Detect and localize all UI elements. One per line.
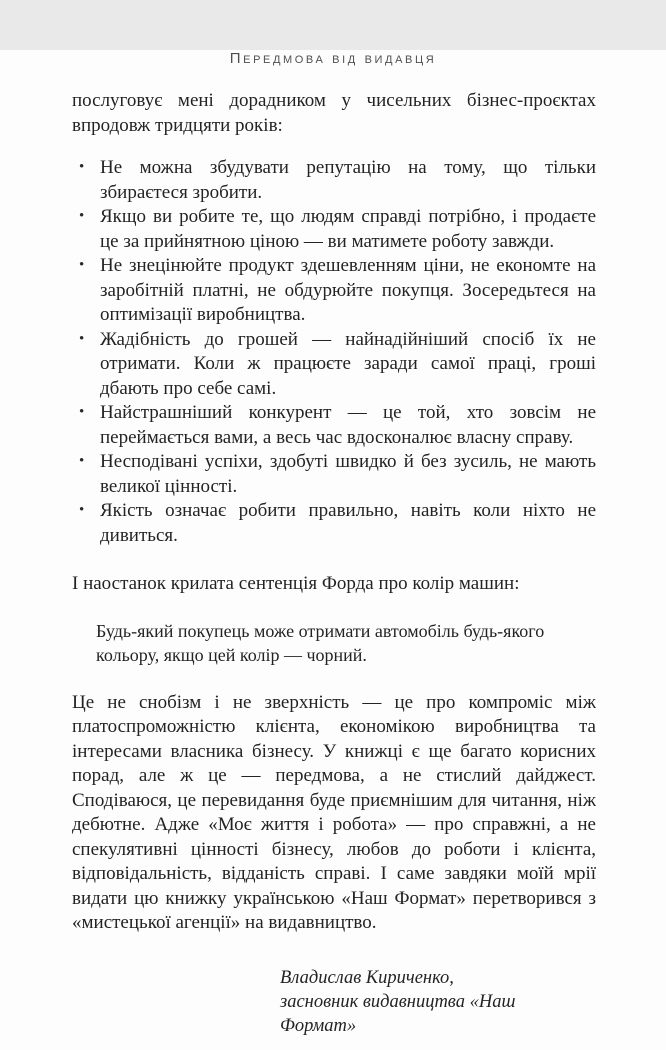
bullet-icon: • xyxy=(79,404,85,420)
list-item-text: Якщо ви робите те, що людям справді потрібно, і продаєте це за прийнятною ціною — ви матимете роботу завжди. xyxy=(100,206,596,252)
closing-paragraph: Це не снобізм і не зверхність — це про компроміс між платоспроможністю клієнта, економікою виробництва та інтересами власника бізнесу. У книжці є ще багато корисних порад, але ж це — передмова, а не стислий дайджест. Сподіваюся, це перевидання буде приємнішим для читання, ніж дебютне. Адже «Моє життя і робота» — про справжні, а не спекулятивні цінності бізнесу, любов до роботи і клієнта, відповідальність, відданість справі. І саме завдяки моїй мрії видати цю книжку українською «Наш Формат» перетворився з «мистецької агенції» на видавництво. xyxy=(72,691,596,933)
intro-paragraph: послуговує мені дорадником у чисельних бізнес-проєктах впродовж тридцяти років: xyxy=(72,90,596,136)
bullet-icon: • xyxy=(79,330,85,347)
list-item xyxy=(72,450,596,499)
bullet-icon: • xyxy=(79,502,85,518)
list-item-text: Не можна збудувати репутацію на тому, що тільки збираєтеся зробити. xyxy=(100,157,596,203)
list-item xyxy=(72,156,596,205)
list-item xyxy=(72,328,596,402)
principles-list xyxy=(72,156,596,548)
book-page xyxy=(0,50,666,1050)
page-content xyxy=(72,89,596,1038)
bullet-icon: • xyxy=(79,159,85,175)
bullet-icon: • xyxy=(79,453,85,469)
bullet-icon: • xyxy=(79,208,85,224)
list-item xyxy=(72,499,596,548)
signature-role: засновник видавництва «Наш Формат» xyxy=(280,991,516,1036)
list-item-text: Найстрашніший конкурент — це той, хто зовсім не переймається вами, а весь час вдосконалює власну справу. xyxy=(100,402,596,448)
list-item-text: Жадібність до грошей — найнадійніший спосіб їх не отримати. Коли ж працюєте заради самої праці, гроші дбають про себе самі. xyxy=(100,328,596,399)
signature-block xyxy=(280,966,596,1038)
list-item-text: Якість означає робити правильно, навіть коли ніхто не дивиться. xyxy=(100,500,596,546)
ford-quote: Будь-який покупець може отримати автомобіль будь-якого кольору, якщо цей колір — чорний. xyxy=(96,620,545,665)
list-item xyxy=(72,401,596,450)
list-item xyxy=(72,254,596,328)
bullet-icon: • xyxy=(79,257,85,273)
signature-name: Владислав Кириченко, xyxy=(280,967,454,988)
quote-leadin: І наостанок крилата сентенція Форда про колір машин: xyxy=(72,573,520,594)
list-item-text: Несподівані успіхи, здобуті швидко й без зусиль, не мають великої цінності. xyxy=(100,451,596,497)
running-header: Передмова від видавця xyxy=(229,50,437,67)
list-item-text: Не знецінюйте продукт здешевленням ціни, не економте на заробітній платні, не обдурюйте покупця. Зосередьтеся на оптимізації виробництва. xyxy=(100,255,596,325)
list-item xyxy=(72,205,596,254)
